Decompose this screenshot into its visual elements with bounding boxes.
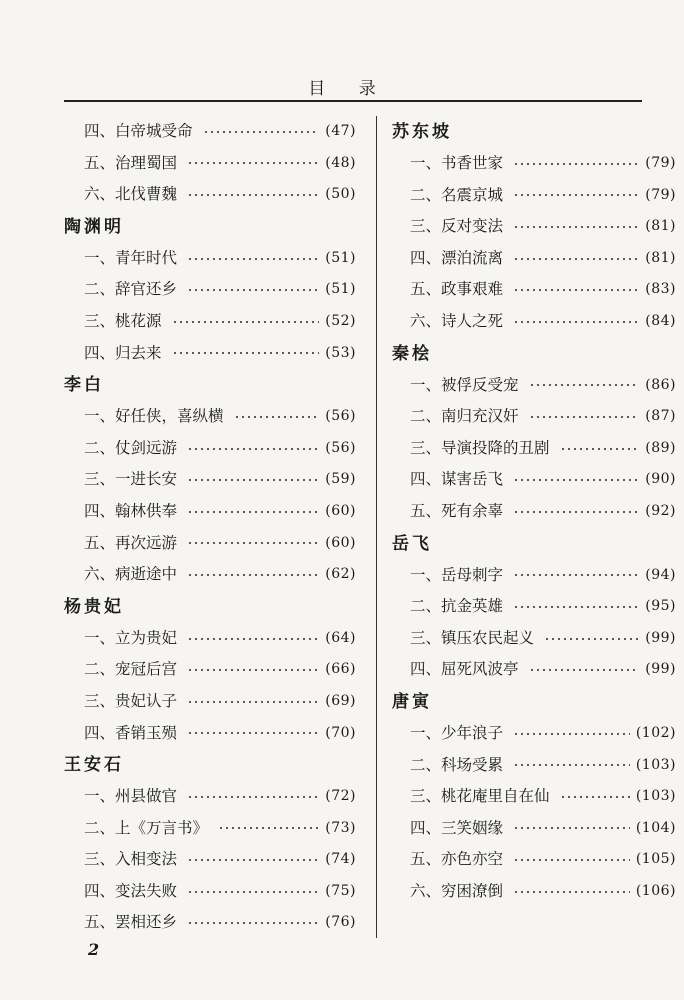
dot-leader [187,637,319,641]
dot-leader [513,605,639,609]
entry-title: 青年时代 [115,248,178,267]
toc-entry[interactable] [392,401,676,433]
toc-entry[interactable] [392,654,676,686]
dot-leader [187,795,319,799]
page-header-title: 目 录 [308,79,390,99]
dot-leader [529,415,640,419]
entry-page-number: (79) [645,186,676,203]
entry-page-number: (56) [325,408,356,425]
entry-number: 三、 [84,691,116,710]
toc-entry[interactable] [392,813,676,845]
section-heading: 王安石 [64,755,124,776]
entry-number: 四、 [84,723,116,742]
dot-leader [187,257,319,261]
entry-number: 一、 [410,375,442,394]
dot-leader [560,447,640,451]
toc-entry[interactable] [392,750,676,782]
entry-number: 一、 [84,248,116,267]
entry-page-number: (64) [325,629,356,646]
entry-page-number: (103) [635,788,676,805]
entry-number: 二、 [410,597,442,616]
column-divider [376,116,377,938]
entry-number: 二、 [84,438,116,457]
dot-leader [513,225,639,229]
entry-page-number: (60) [325,502,356,519]
entry-number: 四、 [84,343,116,362]
entry-number: 二、 [84,818,116,837]
entry-number: 一、 [410,723,442,742]
entry-title: 屈死风波亭 [441,660,519,679]
entry-title: 入相变法 [115,850,178,869]
entry-title: 导演投降的丑剧 [441,438,550,457]
toc-entry[interactable] [64,338,356,370]
entry-page-number: (95) [645,598,676,615]
toc-entry[interactable] [64,401,356,433]
entry-page-number: (81) [645,218,676,235]
entry-number: 六、 [410,881,442,900]
toc-entry[interactable] [392,274,676,306]
entry-number: 四、 [410,818,442,837]
dot-leader [513,826,630,830]
entry-title: 变法失败 [115,881,178,900]
entry-number: 六、 [410,311,442,330]
header-rule [64,100,642,102]
toc-entry[interactable] [64,718,356,750]
dot-leader [187,890,319,894]
toc-entry[interactable] [64,306,356,338]
entry-number: 一、 [410,565,442,584]
entry-page-number: (70) [325,724,356,741]
toc-entry[interactable] [64,464,356,496]
toc-entry[interactable] [392,433,676,465]
entry-title: 死有余辜 [441,501,504,520]
toc-entry[interactable] [64,274,356,306]
toc-entry[interactable] [64,116,356,148]
entry-page-number: (86) [645,376,676,393]
toc-entry[interactable] [392,306,676,338]
toc-right-column [392,116,676,907]
dot-leader [513,257,639,261]
entry-page-number: (84) [645,312,676,329]
entry-page-number: (87) [645,408,676,425]
entry-title: 名震京城 [441,185,504,204]
entry-title: 白帝城受命 [115,122,193,140]
toc-entry[interactable] [392,370,676,402]
entry-page-number: (60) [325,534,356,551]
toc-entry[interactable] [392,211,676,243]
entry-number: 四、 [84,881,116,900]
entry-title: 穷困潦倒 [441,881,504,900]
entry-page-number: (79) [645,155,676,171]
entry-page-number: (51) [325,249,356,266]
toc-entry[interactable] [64,179,356,211]
entry-title: 立为贵妃 [115,628,178,647]
entry-title: 漂泊流离 [441,248,504,267]
dot-leader [513,162,639,166]
entry-title: 亦色亦空 [441,850,504,869]
dot-leader [187,161,319,165]
entry-title: 罢相还乡 [115,913,178,932]
dot-leader [544,637,639,641]
entry-page-number: (69) [325,692,356,709]
entry-number: 五、 [84,153,116,172]
toc-entry[interactable] [392,591,676,623]
entry-page-number: (62) [325,566,356,583]
entry-page-number: (103) [635,756,676,773]
entry-page-number: (92) [645,502,676,519]
toc-entry[interactable] [64,623,356,655]
entry-number: 三、 [410,438,442,457]
toc-entry[interactable] [64,686,356,718]
toc-entry[interactable] [392,560,676,592]
entry-number: 四、 [410,660,442,679]
entry-page-number: (51) [325,281,356,298]
entry-number: 四、 [84,122,116,140]
page-number: 2 [88,940,100,959]
entry-number: 三、 [410,787,442,806]
entry-title: 州县做官 [115,787,178,806]
entry-page-number: (81) [645,249,676,266]
entry-page-number: (105) [635,851,676,868]
entry-number: 一、 [84,628,116,647]
entry-number: 一、 [84,787,116,806]
entry-title: 一进长安 [115,470,178,489]
section-heading: 唐寅 [392,691,432,712]
section-heading: 岳飞 [392,533,432,554]
dot-leader [187,447,319,451]
dot-leader [187,193,319,197]
entry-page-number: (74) [325,851,356,868]
toc-entry[interactable] [392,496,676,528]
toc-entry[interactable] [64,148,356,180]
entry-page-number: (47) [325,123,356,139]
entry-title: 少年浪子 [441,723,504,742]
dot-leader [172,320,320,324]
entry-title: 香销玉殒 [115,723,178,742]
entry-number: 五、 [410,280,442,299]
dot-leader [513,858,630,862]
entry-title: 谋害岳飞 [441,470,504,489]
toc-entry[interactable] [64,654,356,686]
entry-number: 一、 [84,407,116,426]
toc-entry[interactable] [392,844,676,876]
dot-leader [513,510,639,514]
entry-title: 上《万言书》 [115,818,209,837]
toc-entry[interactable] [392,243,676,275]
dot-leader [513,573,639,577]
entry-title: 科场受累 [441,755,504,774]
entry-title: 再次远游 [115,533,178,552]
toc-entry[interactable] [64,433,356,465]
entry-page-number: (76) [325,914,356,931]
dot-leader [187,921,319,925]
entry-title: 书香世家 [441,154,504,172]
entry-page-number: (104) [635,819,676,836]
dot-leader [187,573,319,577]
dot-leader [187,700,319,704]
dot-leader [513,763,630,767]
dot-leader [560,795,630,799]
entry-page-number: (102) [635,724,676,741]
entry-number: 四、 [84,501,116,520]
entry-page-number: (53) [325,344,356,361]
toc-entry[interactable] [64,243,356,275]
entry-title: 北伐曹魏 [115,185,178,204]
entry-number: 六、 [84,565,116,584]
toc-entry[interactable] [392,718,676,750]
entry-title: 诗人之死 [441,311,504,330]
entry-number: 二、 [410,407,442,426]
entry-page-number: (89) [645,439,676,456]
toc-entry[interactable] [64,844,356,876]
entry-title: 政事艰难 [441,280,504,299]
entry-number: 六、 [84,185,116,204]
entry-page-number: (94) [645,566,676,583]
dot-leader [513,732,630,736]
entry-number: 五、 [410,501,442,520]
entry-title: 贵妃认子 [115,691,178,710]
entry-page-number: (56) [325,439,356,456]
toc-entry[interactable] [392,623,676,655]
entry-title: 南归充汉奸 [441,407,519,426]
toc-entry[interactable] [392,464,676,496]
dot-leader [234,415,320,419]
entry-page-number: (50) [325,186,356,203]
entry-number: 二、 [84,280,116,299]
entry-number: 四、 [410,470,442,489]
entry-title: 三笑姻缘 [441,818,504,837]
dot-leader [513,890,630,894]
entry-page-number: (59) [325,471,356,488]
entry-number: 三、 [84,470,116,489]
section-heading: 李白 [64,375,104,396]
entry-title: 归去来 [115,343,162,362]
entry-number: 三、 [84,311,116,330]
entry-page-number: (99) [645,661,676,678]
entry-page-number: (72) [325,788,356,805]
entry-title: 桃花庵里自在仙 [441,787,550,806]
entry-page-number: (99) [645,629,676,646]
entry-number: 三、 [410,217,442,236]
dot-leader [218,826,319,830]
entry-number: 二、 [410,185,442,204]
entry-title: 仗剑远游 [115,438,178,457]
entry-title: 桃花源 [115,311,162,330]
entry-page-number: (75) [325,882,356,899]
dot-leader [513,288,639,292]
entry-number: 五、 [84,913,116,932]
dot-leader [187,510,319,514]
entry-page-number: (90) [645,471,676,488]
entry-number: 四、 [410,248,442,267]
section-heading: 秦桧 [392,343,432,364]
entry-number: 五、 [410,850,442,869]
dot-leader [203,130,320,134]
dot-leader [529,668,640,672]
entry-number: 三、 [84,850,116,869]
entry-title: 抗金英雄 [441,597,504,616]
section-heading: 杨贵妃 [64,596,124,617]
entry-title: 病逝途中 [115,565,178,584]
entry-number: 三、 [410,628,442,647]
dot-leader [187,731,319,735]
dot-leader [187,288,319,292]
dot-leader [187,541,319,545]
entry-page-number: (83) [645,281,676,298]
section-heading: 陶渊明 [64,216,124,237]
toc-entry[interactable] [64,559,356,591]
toc-entry[interactable] [64,528,356,560]
entry-page-number: (66) [325,661,356,678]
dot-leader [187,478,319,482]
dot-leader [513,320,639,324]
dot-leader [513,478,639,482]
dot-leader [187,668,319,672]
entry-title: 反对变法 [441,217,504,236]
toc-entry[interactable] [64,781,356,813]
toc-entry[interactable] [392,180,676,212]
toc-entry[interactable] [392,876,676,908]
toc-entry[interactable] [64,496,356,528]
entry-number: 二、 [84,660,116,679]
entry-page-number: (48) [325,154,356,171]
toc-entry[interactable] [64,907,356,939]
toc-entry[interactable] [64,813,356,845]
entry-page-number: (52) [325,312,356,329]
entry-title: 好任侠，喜纵横 [115,407,224,426]
entry-title: 治理蜀国 [115,153,178,172]
entry-number: 五、 [84,533,116,552]
entry-number: 二、 [410,755,442,774]
dot-leader [529,383,640,387]
toc-entry[interactable] [392,148,676,180]
entry-page-number: (73) [325,819,356,836]
entry-title: 被俘反受宠 [441,375,519,394]
entry-title: 宠冠后宫 [115,660,178,679]
entry-title: 岳母刺字 [441,565,504,584]
entry-title: 辞官还乡 [115,280,178,299]
entry-page-number: (106) [635,882,676,899]
entry-title: 镇压农民起义 [441,628,535,647]
toc-entry[interactable] [64,876,356,908]
toc-left-column [64,116,356,939]
entry-number: 一、 [410,154,442,172]
dot-leader [172,351,320,355]
dot-leader [513,193,639,197]
dot-leader [187,858,319,862]
section-heading: 苏东坡 [392,122,452,142]
toc-entry[interactable] [392,781,676,813]
entry-title: 翰林供奉 [115,501,178,520]
